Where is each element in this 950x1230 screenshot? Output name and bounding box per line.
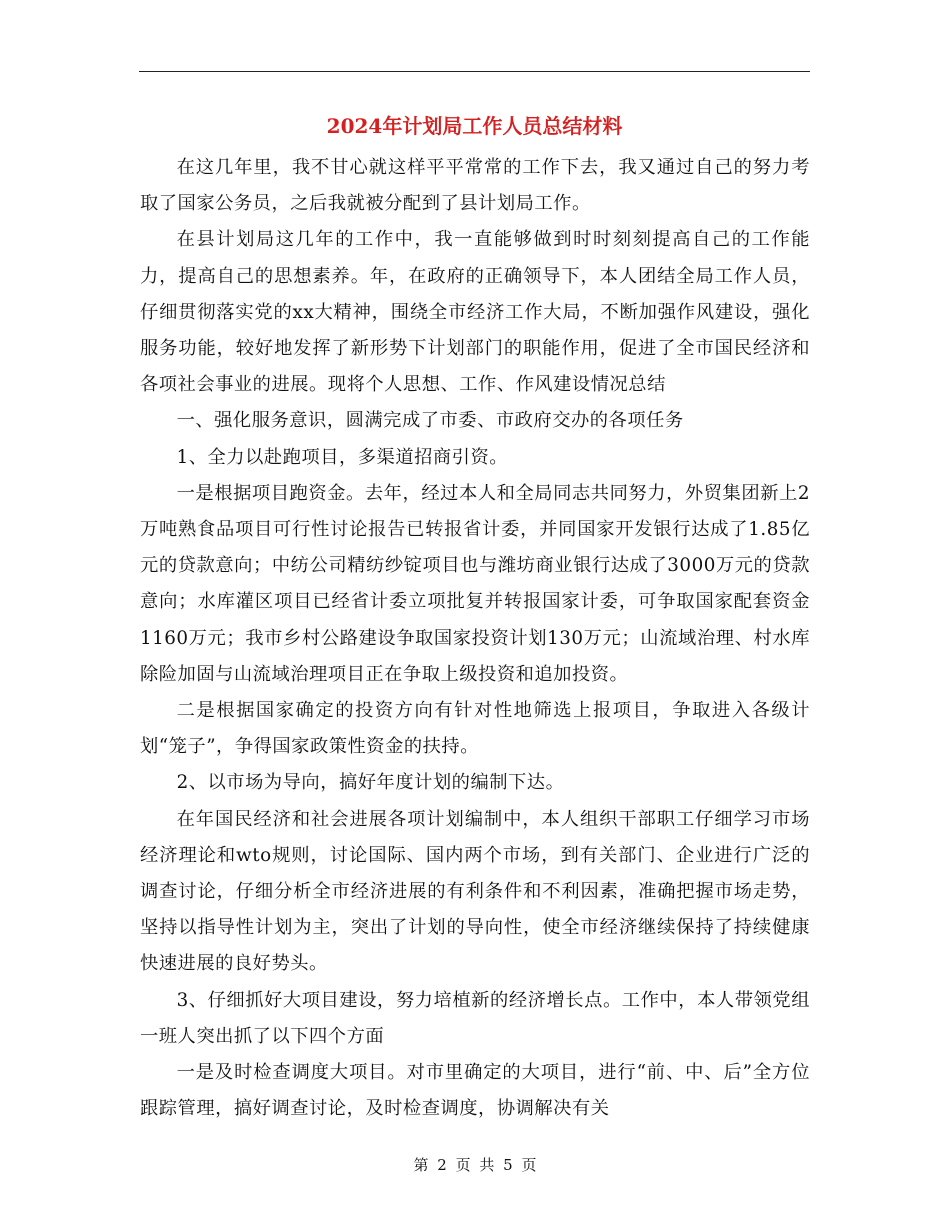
page-footer: 第 2 页 共 5 页 — [413, 1156, 537, 1174]
header-rule — [139, 71, 810, 72]
body-paragraph: 一是及时检查调度大项目。对市里确定的大项目，进行“前、中、后”全方位跟踪管理，搞好调查讨论，及时检查调度，协调解决有关 — [140, 1062, 810, 1120]
body-paragraph: 在这几年里，我不甘心就这样平平常常的工作下去，我又通过自己的努力考取了国家公务员，之后我就被分配到了县计划局工作。 — [140, 157, 810, 215]
subsection-heading: 1、全力以赴跑项目，多渠道招商引资。 — [176, 446, 509, 468]
document-title: 2024年计划局工作人员总结材料 — [326, 114, 623, 138]
body-paragraph: 一是根据项目跑资金。去年，经过本人和全局同志共同努力，外贸集团新上2万吨熟食品项目可行性讨论报告已转报省计委，并同国家开发银行达成了1.85亿元的贷款意向；中纺公司精纺纱锭项目也与潍坊商业银行达成了3000万元的贷款意向；水库灌区项目已经省计委立项批复并转报国家计委，可争取国家配套资金1160万元；我市乡村公路建设争取国家投资计划130万元；山流域治理、村水库除险加固与山流域治理项目正在争取上级投资和追加投资。 — [140, 482, 810, 685]
subsection-heading: 2、以市场为导向，搞好年度计划的编制下达。 — [176, 772, 565, 794]
body-paragraph: 二是根据国家确定的投资方向有针对性地筛选上报项目，争取进入各级计划“笼子”，争得国家政策性资金的扶持。 — [140, 700, 810, 758]
document-body — [140, 150, 810, 1127]
subsection-heading: 3、仔细抓好大项目建设，努力培植新的经济增长点。工作中，本人带领党组一班人突出抓了以下四个方面 — [140, 989, 810, 1047]
section-heading: 一、强化服务意识，圆满完成了市委、市政府交办的各项任务 — [176, 410, 684, 432]
body-paragraph: 在县计划局这几年的工作中，我一直能够做到时时刻刻提高自己的工作能力，提高自己的思想素养。年，在政府的正确领导下，本人团结全局工作人员，仔细贯彻落实党的xx大精神，围绕全市经济工作大局，不断加强作风建设，强化服务功能，较好地发挥了新形势下计划部门的职能作用，促进了全市国民经济和各项社会事业的进展。现将个人思想、工作、作风建设情况总结 — [140, 229, 810, 396]
body-paragraph: 在年国民经济和社会进展各项计划编制中，本人组织干部职工仔细学习市场经济理论和wto规则，讨论国际、国内两个市场，到有关部门、企业进行广泛的调查讨论，仔细分析全市经济进展的有利条件和不利因素，准确把握市场走势，坚持以指导性计划为主，突出了计划的导向性，使全市经济继续保持了持续健康快速进展的良好势头。 — [140, 808, 810, 975]
